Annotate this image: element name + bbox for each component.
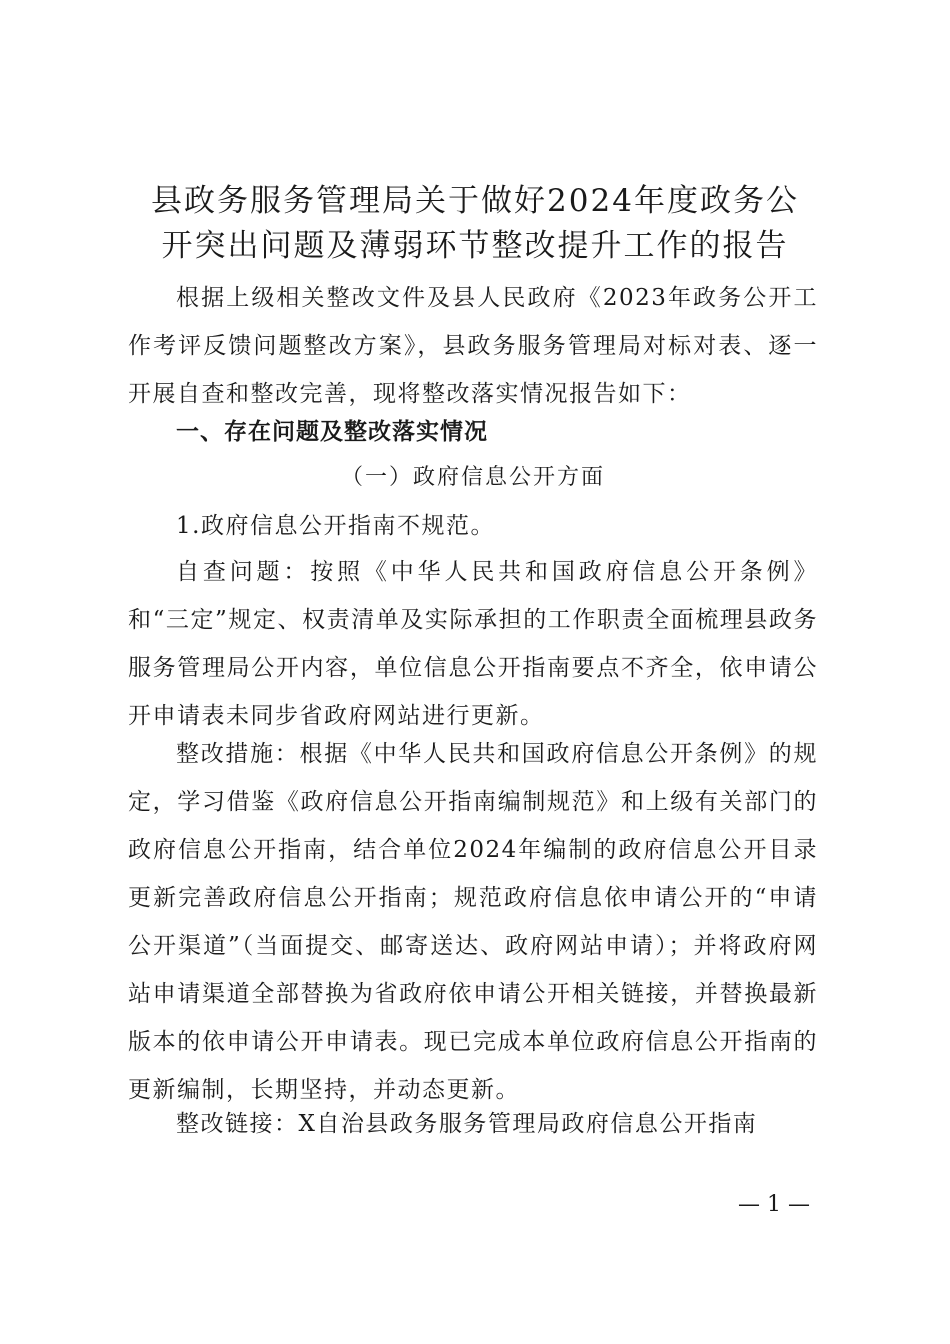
document-title-line-1: 县政务服务管理局关于做好2024年度政务公	[151, 183, 799, 219]
document-title-line-2: 开突出问题及薄弱环节整改提升工作的报告	[161, 228, 789, 264]
self-check-paragraph: 自查问题：按照《中华人民共和国政府信息公开条例》和“三定”规定、权责清单及实际承担的工作职责全面梳理县政务服务管理局公开内容，单位信息公开指南要点不齐全，依申请公开申请表未同步省政府网站进行更新。	[128, 559, 818, 729]
rectification-link-paragraph: 整改链接：X自治县政务服务管理局政府信息公开指南	[176, 1111, 758, 1137]
intro-paragraph: 根据上级相关整改文件及县人民政府《2023年政务公开工作考评反馈问题整改方案》，县政务服务管理局对标对表、逐一开展自查和整改完善，现将整改落实情况报告如下：	[128, 285, 818, 407]
page-number: — 1 —	[738, 1192, 810, 1217]
measures-paragraph: 整改措施：根据《中华人民共和国政府信息公开条例》的规定，学习借鉴《政府信息公开指南编制规范》和上级有关部门的政府信息公开指南，结合单位2024年编制的政府信息公开目录更新完善政府信息公开指南；规范政府信息依申请公开的“申请公开渠道”（当面提交、邮寄送达、政府网站申请）；并将政府网站申请渠道全部替换为省政府依申请公开相关链接，并替换最新版本的依申请公开申请表。现已完成本单位政府信息公开指南的更新编制，长期坚持，并动态更新。	[128, 741, 818, 1103]
section-1-heading: 一、存在问题及整改落实情况	[176, 419, 488, 445]
subsection-1-heading: （一）政府信息公开方面	[340, 465, 605, 490]
item-1-title: 1.政府信息公开指南不规范。	[176, 513, 495, 539]
